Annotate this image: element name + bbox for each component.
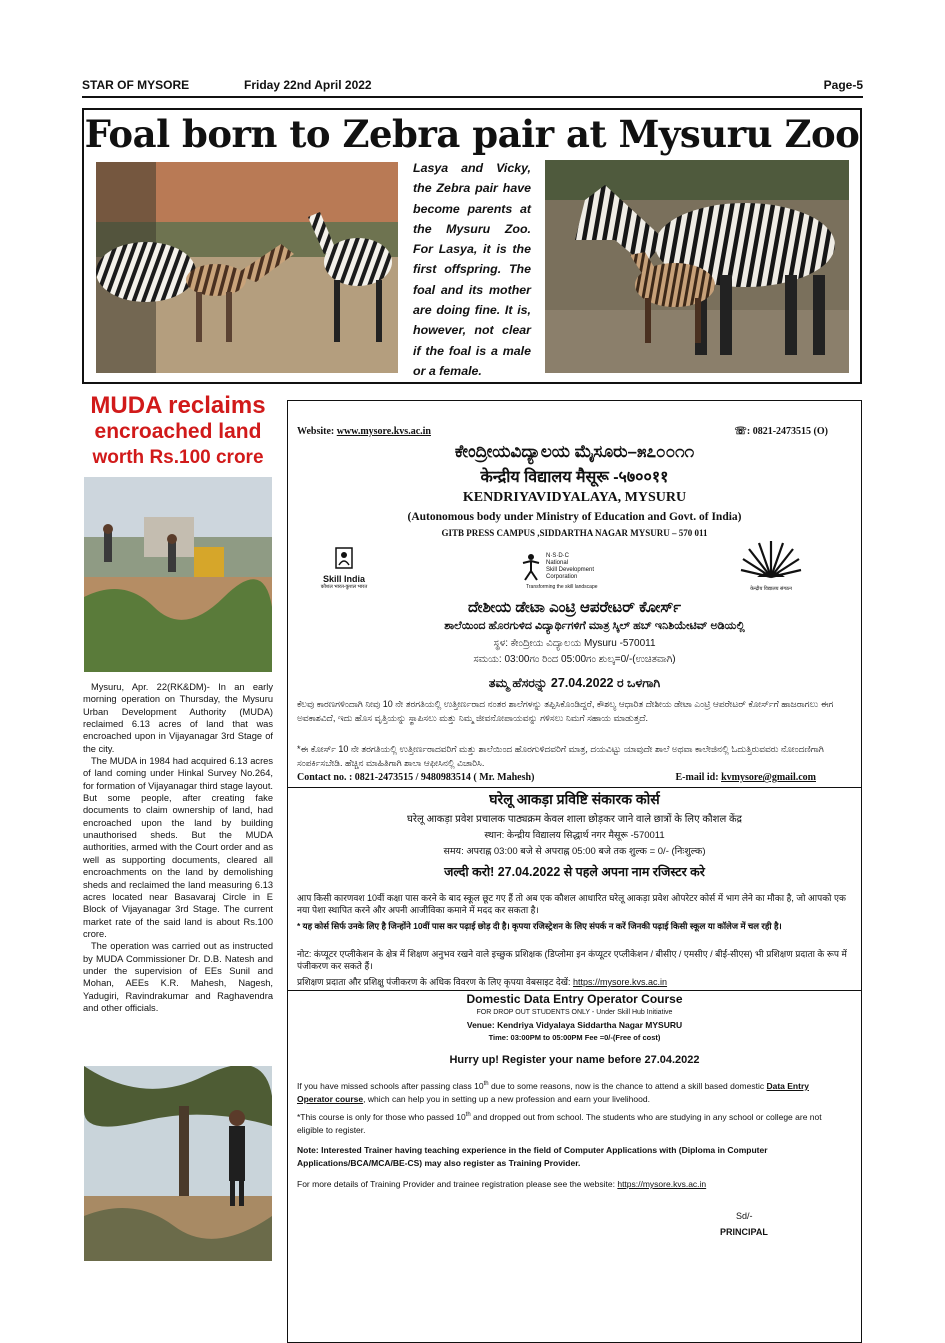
ad-name-kannada: ಕೇಂದ್ರೀಯವಿದ್ಯಾಲಯ ಮೈಸೂರು–೫೭೦೦೧೧ [454, 442, 695, 461]
ad-note-kannada: *ಈ ಕೋರ್ಸ್ 10 ನೇ ತರಗತಿಯಲ್ಲಿ ಉತ್ತೀರ್ಣರಾದವರಿಗೆ ಮತ್ತು ಶಾಲೆಯಿಂದ ಹೊರಗುಳಿದವರಿಗೆ ಮಾತ್ರ, ದಯವಿಟ್ಟು ಯಾವುದೇ ಶಾಲೆ ಅಥವಾ ಕಾಲೇಜಿನಲ್ಲಿ ಓದುತ್ತಿರುವವರು ನೋಂದಣಿಗಾಗಿ ಸಂಪರ್ಕಿಸಬೇಡಿ. ಹೆಚ್ಚಿನ ಮಾಹಿತಿಗಾಗಿ ಶಾಲಾ ಆಫೀಸಿನಲ್ಲಿ ವಿಚಾರಿಸಿ. [297, 744, 824, 768]
muda-paragraph: The operation was carried out as instructed by MUDA Commissioner Dr. D.B. Natesh and under the supervision of EEs Sunil and Mohan, AEEs K.R. Mahesh, Nagesh, Yadugiri, Ravindrakumar and Raghavendra and other officials. [83, 941, 273, 1013]
ad-signature: Sd/- [736, 1211, 753, 1221]
ad-body-english: If you have missed schools after passing class 10th due to some reasons, now is the chance to attend a skill based domestic Data Entry Operator course, which can help you in setting up a new profession and earn your livelihood. [297, 1080, 809, 1104]
ad-note-hindi: * यह कोर्स सिर्फ उनके लिए है जिन्होंने 10वीं पास कर पढ़ाई छोड़ दी है। कृपया रजिस्ट्रेशन के लिए संपर्क न करें जिनकी पढ़ाई किसी स्कूल या कॉलेज में चल रही है। [297, 921, 782, 931]
ad-time-english: Time: 03:00PM to 05:00PM Fee =0/-(Free of cost) [488, 1033, 661, 1042]
nsdc-abbr: N·S·D·C [546, 553, 569, 559]
muda-headline [82, 393, 274, 471]
nsdc-line: National [546, 560, 569, 566]
zoo-headline: Foal born to Zebra pair at Mysuru Zoo [84, 112, 860, 156]
demolition-photo [84, 477, 272, 672]
zebra-photo-right [545, 160, 849, 373]
kvs-tagline: केन्द्रीय विद्यालय संगठन [750, 586, 792, 592]
ad-course-highlight: Data Entry Operator course [297, 1080, 809, 1104]
muda-headline-line-3: worth Rs.100 crore [92, 447, 264, 468]
masthead: STAR OF MYSORE [82, 78, 190, 92]
skill-india-label: Skill India [322, 574, 365, 584]
ad-venue-english: Venue: Kendriya Vidyalaya Siddartha Nagar MYSURU [466, 1020, 683, 1030]
ad-autonomous-note: (Autonomous body under Ministry of Education and Govt. of India) [407, 511, 742, 523]
muda-headline-line-2: encroached land [94, 420, 262, 443]
ad-course-hindi: घरेलू आकड़ा प्रविष्टि संकारक कोर्स [489, 791, 660, 807]
ad-website-link-hindi[interactable]: https://mysore.kvs.ac.in [573, 977, 668, 987]
ad-body-hindi: आप किसी कारणवश 10वीं कक्षा पास करने के बाद स्कूल छूट गए हैं तो अब एक कौशल आधारित घरेलू आकड़ा प्रवेश ओपरेटर कोर्स में भाग लेने का मौका है, जो आपको एक नया पेशा स्थापित करने और अपनी आजीविका कमाने में मदद कर सकता है। [297, 893, 846, 915]
ad-principal: PRINCIPAL [720, 1227, 768, 1237]
ad-phone: ☏: 0821-2473515 (O) [734, 426, 828, 437]
ad-website: Website: www.mysore.kvs.ac.in [297, 426, 431, 437]
ad-sub-kannada: ಶಾಲೆಯಿಂದ ಹೊರಗುಳಿದ ವಿದ್ಯಾರ್ಥಿಗಳಿಗೆ ಮಾತ್ರ ಸ್ಕಿಲ್ ಹಬ್ ಇನಿಶಿಯೇಟಿವ್ ಅಡಿಯಲ್ಲಿ [444, 620, 745, 632]
nsdc-figure-icon [520, 553, 542, 581]
ad-website-link[interactable]: www.mysore.kvs.ac.in [336, 426, 431, 437]
ad-trainer-hindi: नोट: कंप्यूटर एप्लीकेशन के क्षेत्र में शिक्षण अनुभव रखने वाले इच्छुक प्रशिक्षक (डिप्लोमा इन कंप्यूटर एप्लीकेशन / बीसीए / एमसीए / बीई-सीएस) भी प्रशिक्षण प्रदाता के रूप में पंजीकरण कर सकते हैं। [297, 949, 847, 971]
ad-divider [288, 990, 861, 991]
issue-date: Friday 22nd April 2022 [244, 78, 372, 92]
muda-paragraph: Mysuru, Apr. 22(RK&DM)- In an early morning operation on Thursday, the Mysuru Urban Development Authority (MUDA) reclaimed 6.13 acres of land that was encroached upon in Vijayanagar 3rd Stage of the city. [83, 682, 273, 754]
muda-headline-line-1: MUDA reclaims [90, 392, 266, 419]
ad-course-kannada: ದೇಶೀಯ ಡೇಟಾ ಎಂಟ್ರಿ ಆಪರೇಟರ್ ಕೋರ್ಸ್ [467, 599, 681, 616]
nsdc-tagline: Transforming the skill landscape [526, 584, 598, 590]
ad-name-hindi: केन्द्रीय विद्यालय मैसूरू -५७००११ [480, 469, 669, 486]
muda-paragraph: The MUDA in 1984 had acquired 6.13 acres of land coming under Hinkal Survey No.264, for formation of Vijayanagar third stage layout. But some people, after creating fake documents to claim ownership of land, had encroached upon the land by building unauthorised sheds. But the MUDA authorities, armed with the Court order and as well as supporting documents, cleared all encroachments on the land by demolishing sheds and reclaimed the land measuring 6.13 acres located near Basavaraj Circle in E Block of Vijayanagar 3rd Stage. The current market rate of the said land is about Rs.100 crore. [83, 756, 274, 939]
ad-note-english: *This course is only for those who passed 10th and dropped out from school. The students who are studying in any school or college are not eligible to register. [297, 1111, 822, 1135]
official-at-site-photo [84, 1066, 272, 1261]
ad-venue-hindi: स्थान: केन्द्रीय विद्यालय सिद्धार्थ नगर मैसूरू -570011 [484, 830, 665, 841]
ad-body-kannada: ಕೆಲವು ಕಾರಣಗಳಿಂದಾಗಿ ನೀವು 10 ನೇ ತರಗತಿಯಲ್ಲಿ ಉತ್ತೀರ್ಣರಾದ ನಂತರ ಶಾಲೆಗಳನ್ನು ತಪ್ಪಿಸಿಕೊಂಡಿದ್ದರೆ, ಕೌಶಲ್ಯ ಆಧಾರಿತ ದೇಶೀಯ ಡೇಟಾ ಎಂಟ್ರಿ ಆಪರೇಟರ್ ಕೋರ್ಸ್‌ಗೆ ಹಾಜರಾಗಲು ಈಗ ಅವಕಾಶವಿದೆ, ಇದು ಹೊಸ ವೃತ್ತಿಯನ್ನು ಸ್ಥಾಪಿಸಲು ಮತ್ತು ನಿಮ್ಮ ಜೀವನೋಪಾಯವನ್ನು ಗಳಿಸಲು ನಿಮಗೆ ಸಹಾಯ ಮಾಡುತ್ತದೆ. [297, 699, 834, 723]
nsdc-line: Skill Development [546, 567, 595, 573]
ad-contact-number: Contact no. : 0821-2473515 / 9480983514 ( Mr. Mahesh) [297, 772, 535, 783]
muda-article-text [83, 681, 273, 1014]
ad-time-kannada: ಸಮಯ: 03:00ಗಂ ರಿಂದ 05:00ಗಂ ಶುಲ್ಕ=0/-(ಉಚಿತವಾಗಿ) [473, 654, 676, 665]
kvs-sunburst-icon [739, 537, 803, 581]
kvs-logo [736, 537, 806, 592]
skill-india-icon [334, 547, 354, 569]
ad-time-hindi: समय: अपराह्न 03:00 बजे से अपराह्न 05:00 बजे तक शुल्क = 0/- (निःशुल्क) [443, 846, 706, 857]
skill-india-logo [314, 547, 374, 590]
ad-address: GITB PRESS CAMPUS ,SIDDARTHA NAGAR MYSURU – 570 011 [441, 528, 708, 538]
ad-sub-hindi: घरेलू आकड़ा प्रवेश प्रचालक पाठ्यक्रम केवल शाला छोड़कर जाने वाले छात्रों के लिए कौशल केंद्र [407, 814, 742, 825]
ad-email-link[interactable]: kvmysore@gmail.com [721, 772, 816, 783]
kvs-advertisement [287, 400, 862, 1343]
ad-website-link-english[interactable]: https://mysore.kvs.ac.in [617, 1179, 707, 1189]
page-number: Page-5 [823, 78, 863, 92]
ad-venue-kannada: ಸ್ಥಳ: ಕೇಂದ್ರೀಯ ವಿದ್ಯಾಲಯ Mysuru -570011 [493, 638, 656, 649]
ad-trainer-english: Note: Interested Trainer having teaching experience in the field of Computer Applications with (Diploma in Computer Applications/BCA/MCA/BE-CS) may also register as Training Provider. [297, 1145, 768, 1168]
ad-register-kannada: ತಮ್ಮ ಹೆಸರನ್ನು 27.04.2022 ರ ಒಳಗಾಗಿ [488, 676, 661, 690]
header-rule [82, 96, 863, 98]
ad-name-english: KENDRIYAVIDYALAYA, MYSURU [462, 490, 687, 505]
nsdc-line: Corporation [546, 574, 578, 580]
ad-sub-english: FOR DROP OUT STUDENTS ONLY - Under Skill Hub Initiative [476, 1009, 673, 1016]
ad-more-english: For more details of Training Provider and trainee registration please see the website: https://mysore.kvs.ac.in [297, 1179, 707, 1189]
skill-india-tagline: कौशल भारत-कुशल भारत [320, 584, 368, 590]
ad-more-hindi: प्रशिक्षण प्रदाता और प्रशिक्षु पंजीकरण के अधिक विवरण के लिए कृपया वेबसाइट देखें: https://mysore.kvs.ac.in [297, 977, 668, 987]
ad-divider [288, 787, 861, 788]
zoo-caption: Lasya and Vicky, the Zebra pair have become parents at the Mysuru Zoo. For Lasya, it is the first offspring. The foal and its mother are doing fine. It is, however, not clear if the foal is a male or a female. [413, 161, 531, 378]
ad-email: E-mail id: kvmysore@gmail.com [675, 772, 816, 783]
ad-register-hindi: जल्दी करो! 27.04.2022 से पहले अपना नाम रजिस्टर करे [444, 865, 705, 879]
ad-course-english: Domestic Data Entry Operator Course [466, 992, 683, 1006]
zebra-photo-left [96, 162, 398, 373]
ad-register-english: Hurry up! Register your name before 27.04.2022 [449, 1054, 700, 1066]
page-header [82, 78, 863, 94]
